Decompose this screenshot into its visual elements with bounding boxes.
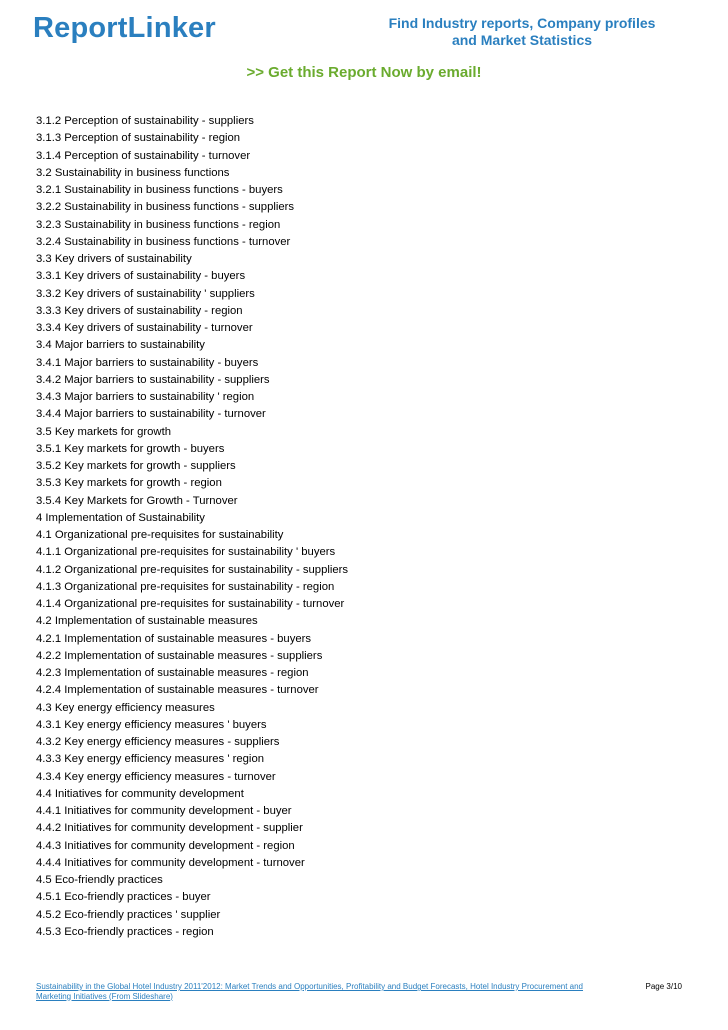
- toc-entry: 4.5.1 Eco-friendly practices - buyer: [36, 891, 211, 904]
- toc-entry: 3.1.4 Perception of sustainability - turnover: [36, 149, 251, 162]
- toc-entry: 3.1.3 Perception of sustainability - region: [36, 132, 241, 145]
- tagline-line-1: Find Industry reports, Company profiles: [388, 15, 656, 31]
- toc-entry: 4.4.2 Initiatives for community development - supplier: [36, 822, 303, 835]
- toc-entry: 3.2.2 Sustainability in business functions - suppliers: [36, 201, 295, 214]
- toc-entry: 3.4.3 Major barriers to sustainability ' region: [36, 391, 255, 403]
- toc-entry: 3.4.1 Major barriers to sustainability - buyers: [36, 356, 259, 369]
- toc-entry: 3.3.1 Key drivers of sustainability - buyers: [36, 270, 246, 283]
- header-tagline: [372, 15, 672, 49]
- toc-entry: 3.3.4 Key drivers of sustainability - turnover: [36, 322, 253, 334]
- toc-entry: 3.2.1 Sustainability in business functions - buyers: [36, 184, 283, 196]
- toc-entry: 4.4.1 Initiatives for community development - buyer: [36, 805, 292, 817]
- toc-entry: 3.4 Major barriers to sustainability: [36, 339, 205, 352]
- toc-entry: 4.3.2 Key energy efficiency measures - suppliers: [36, 736, 280, 748]
- toc-entry: 4.3.3 Key energy efficiency measures ' region: [36, 753, 265, 766]
- toc-entry: 4.3 Key energy efficiency measures: [36, 701, 215, 714]
- toc-entry: 4.1.4 Organizational pre-requisites for sustainability - turnover: [36, 598, 345, 610]
- toc-entry: 3.5.3 Key markets for growth - region: [36, 477, 222, 490]
- toc-entry: 3.2.4 Sustainability in business functions - turnover: [36, 235, 291, 248]
- report-title-footer-link[interactable]: Sustainability in the Global Hotel Industry 2011'2012: Market Trends and Opportunities, Profitability and Budget Forecasts, Hotel Industry Procurement and Marketing Initiatives (From Slideshare): [36, 982, 584, 1001]
- toc-entry: 4.1.3 Organizational pre-requisites for sustainability - region: [36, 580, 335, 593]
- toc-entry: 3.4.2 Major barriers to sustainability - suppliers: [36, 373, 270, 386]
- reportlinker-logo[interactable]: ReportLinker: [33, 12, 216, 44]
- toc-entry: 4.2.3 Implementation of sustainable measures - region: [36, 667, 309, 679]
- toc-entry: 4.5.3 Eco-friendly practices - region: [36, 925, 214, 938]
- toc-entry: 4.2.4 Implementation of sustainable measures - turnover: [36, 684, 319, 697]
- toc-entry: 4.4 Initiatives for community development: [36, 787, 244, 800]
- toc-entry: 3.2.3 Sustainability in business functions - region: [36, 218, 281, 231]
- toc-entry: 4.4.4 Initiatives for community development - turnover: [36, 856, 305, 869]
- toc-entry: 3.5.4 Key Markets for Growth - Turnover: [36, 494, 238, 507]
- toc-entry: 4.2.2 Implementation of sustainable measures - suppliers: [36, 649, 323, 662]
- toc-entry: 3.3.2 Key drivers of sustainability ' suppliers: [36, 287, 255, 300]
- toc-entry: 4.3.1 Key energy efficiency measures ' buyers: [36, 718, 267, 731]
- toc-entry: 4.4.3 Initiatives for community development - region: [36, 839, 295, 852]
- toc-entry: 4.1.1 Organizational pre-requisites for sustainability ' buyers: [36, 546, 336, 559]
- toc-entry: 4.2 Implementation of sustainable measures: [36, 615, 258, 628]
- toc-entry: 3.5 Key markets for growth: [36, 425, 171, 438]
- toc-entry: 4.5.2 Eco-friendly practices ' supplier: [36, 908, 221, 921]
- toc-entry: 4.3.4 Key energy efficiency measures - turnover: [36, 770, 276, 783]
- toc-entry: 4.2.1 Implementation of sustainable measures - buyers: [36, 632, 312, 645]
- toc-entry: 3.4.4 Major barriers to sustainability - turnover: [36, 408, 266, 421]
- toc-entry: 4.5 Eco-friendly practices: [36, 874, 163, 886]
- toc-entry: 4.1 Organizational pre-requisites for sustainability: [36, 529, 284, 541]
- table-of-contents: [36, 113, 348, 941]
- toc-entry: 4.1.2 Organizational pre-requisites for sustainability - suppliers: [36, 563, 349, 576]
- tagline-line-2: and Market Statistics: [451, 32, 593, 48]
- toc-entry: 3.1.2 Perception of sustainability - suppliers: [36, 115, 254, 127]
- toc-entry: 3.3 Key drivers of sustainability: [36, 253, 192, 265]
- toc-entry: 3.3.3 Key drivers of sustainability - region: [36, 304, 243, 317]
- toc-entry: 4 Implementation of Sustainability: [36, 511, 205, 524]
- toc-entry: 3.5.1 Key markets for growth - buyers: [36, 442, 225, 455]
- toc-entry: 3.2 Sustainability in business functions: [36, 166, 230, 179]
- page-number: Page 3/10: [645, 982, 682, 991]
- get-report-email-link[interactable]: >> Get this Report Now by email!: [246, 64, 482, 81]
- toc-entry: 3.5.2 Key markets for growth - suppliers: [36, 460, 236, 472]
